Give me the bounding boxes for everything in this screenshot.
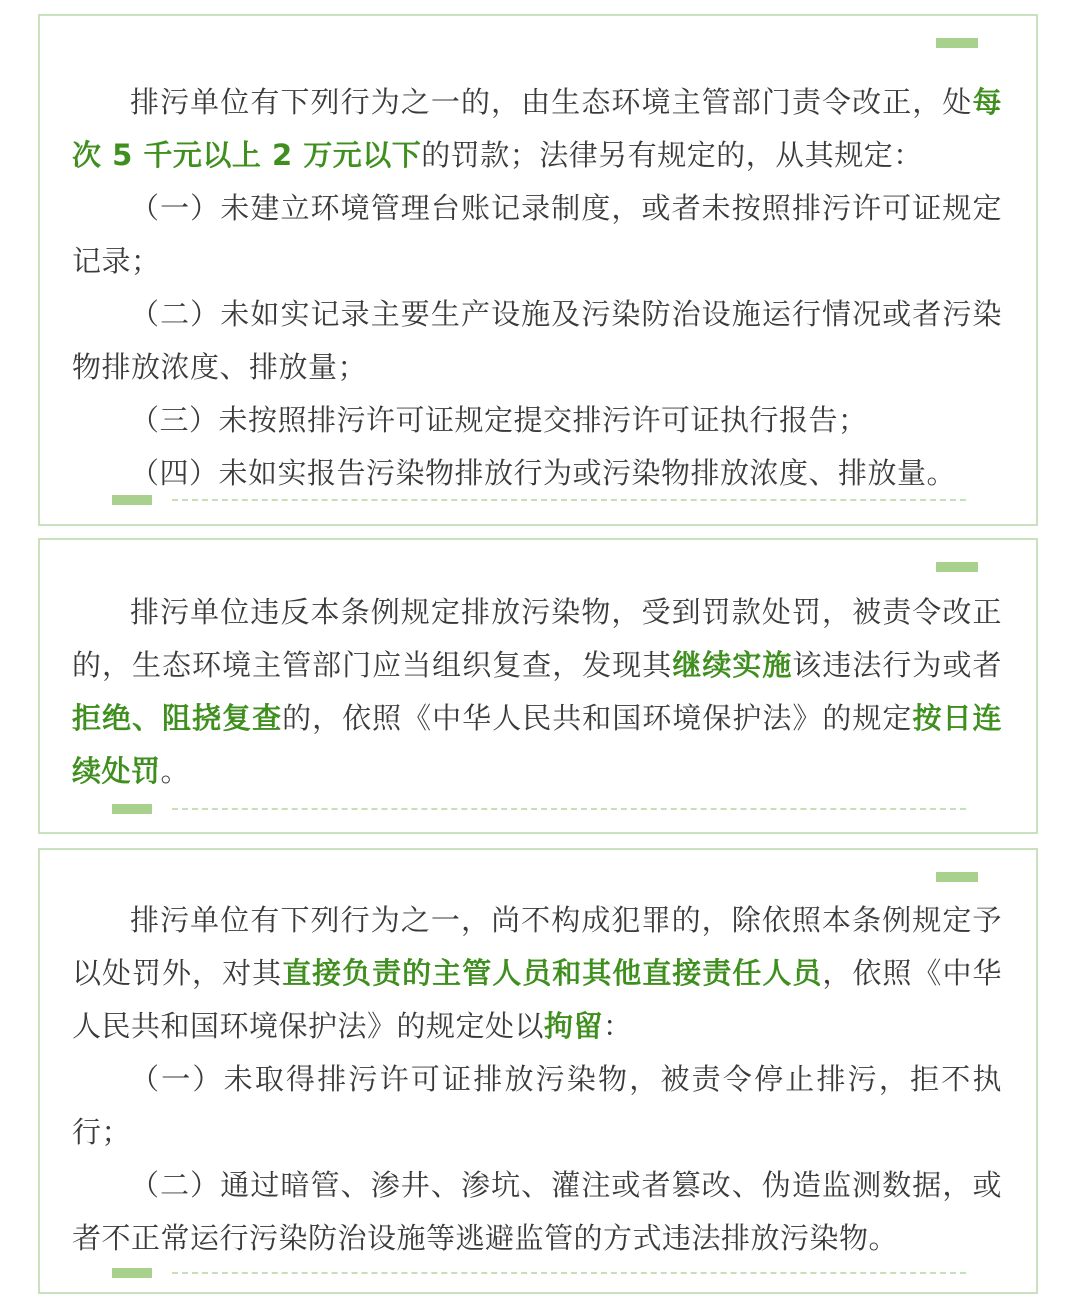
decorative-dashed-line [172,1272,966,1274]
text-segment: （二）通过暗管、渗井、渗坑、灌注或者篡改、伪造监测数据，或者不正常运行污染防治设施等逃避监管的方式违法排放污染物。 [72,1168,1002,1255]
text-segment: 的，依照《中华人民共和国环境保护法》的规定 [282,701,913,735]
list-item [72,447,1002,500]
list-item [72,1053,1002,1159]
article-text-1 [72,76,1002,500]
highlight-fine-amount: 每次 5 千元以上 2 万元以下 [72,85,1002,172]
list-item [72,182,1002,288]
decorative-bar-top [936,872,978,882]
paragraph-intro [72,586,1002,798]
highlight-daily-penalty: 按日连续处罚 [72,701,1002,788]
article-card-3 [38,848,1038,1294]
text-segment: 排污单位有下列行为之一的，由生态环境主管部门责令改正，处 [130,85,973,119]
text-segment: 该违法行为或者 [792,648,1002,682]
paragraph-intro [72,894,1002,1053]
text-segment: ： [603,1009,633,1043]
article-text-2 [72,586,1002,798]
article-card-1 [38,14,1038,526]
text-segment: （四）未如实报告污染物排放行为或污染物排放浓度、排放量。 [130,456,957,490]
decorative-bar-top [936,562,978,572]
text-segment: （一）未建立环境管理台账记录制度，或者未按照排污许可证规定记录； [72,191,1002,278]
list-item [72,288,1002,394]
decorative-dashed-line [172,808,966,810]
article-text-3 [72,894,1002,1265]
decorative-bar-bottom [112,804,152,814]
paragraph-intro [72,76,1002,182]
highlight-detention: 拘留 [544,1009,604,1043]
text-segment: 排污单位违反本条例规定排放污染物，受到罚款处罚，被责令改正的，生态环境主管部门应当组织复查，发现其 [72,595,1002,682]
decorative-bar-top [936,38,978,48]
text-segment: （三）未按照排污许可证规定提交排污许可证执行报告； [130,403,868,437]
text-segment: （一）未取得排污许可证排放污染物，被责令停止排污，拒不执行； [72,1062,1002,1149]
highlight-refuse: 拒绝、阻挠复查 [72,701,283,735]
article-card-2 [38,538,1038,834]
text-segment: 的罚款；法律另有规定的，从其规定： [421,138,923,172]
text-segment: 排污单位有下列行为之一，尚不构成犯罪的，除依照本条例规定予以处罚外，对其 [72,903,1002,990]
decorative-bar-bottom [112,495,152,505]
decorative-bar-bottom [112,1268,152,1278]
list-item [72,1159,1002,1265]
text-segment: ，依照《中华人民共和国环境保护法》的规定处以 [72,956,1002,1043]
highlight-continue: 继续实施 [672,648,793,682]
text-segment: 。 [160,754,191,788]
list-item [72,394,1002,447]
decorative-dashed-line [172,499,966,501]
text-segment: （二）未如实记录主要生产设施及污染防治设施运行情况或者污染物排放浓度、排放量； [72,297,1002,384]
highlight-responsible-persons: 直接负责的主管人员和其他直接责任人员 [282,956,823,990]
